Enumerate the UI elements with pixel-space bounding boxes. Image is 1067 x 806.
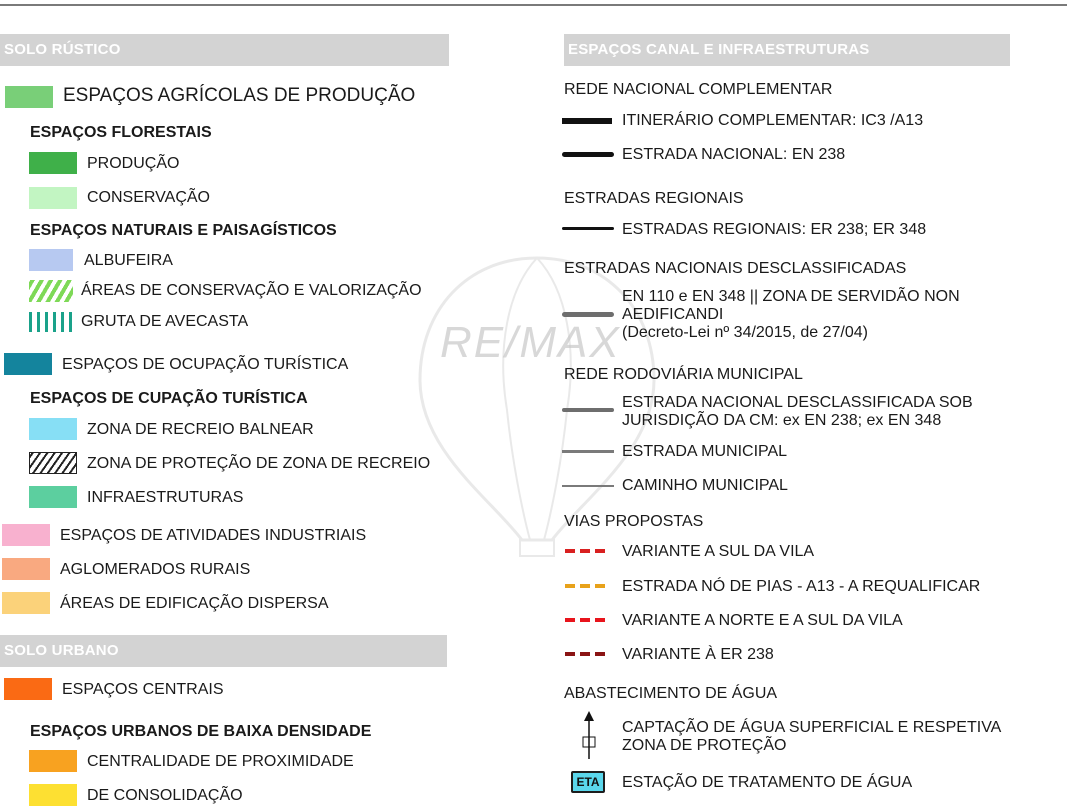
- legend-group-naturais: ESPAÇOS NATURAIS E PAISAGÍSTICOS: [30, 222, 337, 239]
- legend-label-ocupacao-turistica: ESPAÇOS DE OCUPAÇÃO TURÍSTICA: [62, 356, 349, 373]
- legend-label-variante-norte-sul: VARIANTE A NORTE E A SUL DA VILA: [622, 612, 903, 629]
- legend-label-agricolas: ESPAÇOS AGRÍCOLAS DE PRODUÇÃO: [63, 85, 416, 106]
- swatch-conservacao: [29, 187, 77, 209]
- legend-label-desc-sob-line1: ESTRADA NACIONAL DESCLASSIFICADA SOB: [622, 394, 973, 411]
- legend-label-en110-line2: AEDIFICANDI: [622, 306, 724, 323]
- legend-label-estradas-regionais: ESTRADAS REGIONAIS: ER 238; ER 348: [622, 221, 927, 238]
- legend-label-aglomerados: AGLOMERADOS RURAIS: [60, 561, 251, 578]
- legend-label-consolidacao: DE CONSOLIDAÇÃO: [87, 787, 243, 804]
- legend-label-en110-line3: (Decreto-Lei nº 34/2015, de 27/04): [622, 324, 868, 341]
- legend-group-abastecimento: ABASTECIMENTO DE ÁGUA: [564, 685, 778, 702]
- section-header-solo-urbano: SOLO URBANO: [0, 635, 447, 667]
- swatch-centralidade: [29, 750, 77, 772]
- legend-label-conservacao: CONSERVAÇÃO: [87, 189, 210, 206]
- line-symbol-estrada-nacional: [562, 152, 614, 157]
- dash-symbol-variante-norte-sul: [564, 616, 610, 624]
- legend-label-estrada-nacional: ESTRADA NACIONAL: EN 238: [622, 146, 846, 163]
- swatch-industriais: [2, 524, 50, 546]
- water-intake-arrow-icon: [578, 711, 600, 761]
- legend-label-areas-conservacao: ÁREAS DE CONSERVAÇÃO E VALORIZAÇÃO: [81, 282, 422, 299]
- legend-label-variante-er238: VARIANTE À ER 238: [622, 646, 774, 663]
- legend-label-zona-recreio: ZONA DE RECREIO BALNEAR: [87, 421, 314, 438]
- legend-group-estradas-regionais: ESTRADAS REGIONAIS: [564, 190, 744, 207]
- line-symbol-desclassificada-sob: [562, 408, 614, 412]
- eta-badge-icon: ETA: [571, 771, 605, 793]
- legend-group-florestais: ESPAÇOS FLORESTAIS: [30, 124, 212, 141]
- legend-group-vias-propostas: VIAS PROPOSTAS: [564, 513, 704, 530]
- dash-symbol-estrada-no: [564, 582, 610, 590]
- legend-label-itinerario: ITINERÁRIO COMPLEMENTAR: IC3 /A13: [622, 112, 924, 129]
- legend-label-variante-sul: VARIANTE A SUL DA VILA: [622, 543, 815, 560]
- legend-label-centralidade: CENTRALIDADE DE PROXIMIDADE: [87, 753, 354, 770]
- legend-label-albufeira: ALBUFEIRA: [84, 252, 173, 269]
- section-header-espacos-canal: ESPAÇOS CANAL E INFRAESTRUTURAS: [564, 34, 1010, 66]
- line-symbol-estrada-municipal: [562, 450, 614, 453]
- legend-label-estrada-municipal: ESTRADA MUNICIPAL: [622, 443, 788, 460]
- legend-label-en110-line1: EN 110 e EN 348 || ZONA DE SERVIDÃO NON: [622, 288, 960, 305]
- swatch-gruta: [29, 312, 73, 332]
- swatch-centrais: [4, 678, 52, 700]
- swatch-dispersa: [2, 592, 50, 614]
- line-symbol-itinerario: [562, 118, 612, 124]
- legend-group-baixa-densidade: ESPAÇOS URBANOS DE BAIXA DENSIDADE: [30, 723, 372, 740]
- legend-label-desc-sob-line2: JURISDIÇÃO DA CM: ex EN 238; ex EN 348: [622, 412, 942, 429]
- swatch-ocupacao-turistica: [4, 353, 52, 375]
- legend-label-estrada-no: ESTRADA NÓ DE PIAS - A13 - A REQUALIFICAR: [622, 578, 981, 595]
- line-symbol-en110: [562, 312, 614, 317]
- legend-label-infraestruturas: INFRAESTRUTURAS: [87, 489, 244, 506]
- legend-label-dispersa: ÁREAS DE EDIFICAÇÃO DISPERSA: [60, 595, 329, 612]
- section-header-solo-rustico: SOLO RÚSTICO: [0, 34, 449, 66]
- legend-label-gruta: GRUTA DE AVECASTA: [81, 313, 249, 330]
- dash-symbol-variante-er238: [564, 650, 610, 658]
- legend-label-industriais: ESPAÇOS DE ATIVIDADES INDUSTRIAIS: [60, 527, 367, 544]
- swatch-agricolas: [5, 86, 53, 108]
- swatch-producao: [29, 152, 77, 174]
- swatch-consolidacao: [29, 784, 77, 806]
- watermark-text: RE/MAX: [440, 318, 621, 367]
- swatch-areas-conservacao: [29, 280, 73, 302]
- dash-symbol-variante-sul: [564, 547, 610, 555]
- swatch-zona-protecao: [29, 452, 77, 474]
- legend-label-captacao-line2: ZONA DE PROTEÇÃO: [622, 737, 787, 754]
- line-symbol-caminho-municipal: [562, 485, 614, 487]
- legend-group-cupacao: ESPAÇOS DE CUPAÇÃO TURÍSTICA: [30, 390, 308, 407]
- swatch-aglomerados: [2, 558, 50, 580]
- swatch-albufeira: [29, 249, 73, 271]
- legend-label-caminho-municipal: CAMINHO MUNICIPAL: [622, 477, 788, 494]
- legend-label-zona-protecao: ZONA DE PROTEÇÃO DE ZONA DE RECREIO: [87, 455, 431, 472]
- legend-group-rede-complementar: REDE NACIONAL COMPLEMENTAR: [564, 81, 833, 98]
- legend-label-centrais: ESPAÇOS CENTRAIS: [62, 681, 224, 698]
- legend-group-desclassificadas: ESTRADAS NACIONAIS DESCLASSIFICADAS: [564, 260, 907, 277]
- swatch-zona-recreio: [29, 418, 77, 440]
- legend-label-producao: PRODUÇÃO: [87, 155, 180, 172]
- legend-label-estacao: ESTAÇÃO DE TRATAMENTO DE ÁGUA: [622, 774, 913, 791]
- legend-group-rodoviaria: REDE RODOVIÁRIA MUNICIPAL: [564, 366, 803, 383]
- line-symbol-estradas-regionais: [562, 227, 614, 230]
- legend-label-captacao-line1: CAPTAÇÃO DE ÁGUA SUPERFICIAL E RESPETIVA: [622, 719, 1002, 736]
- swatch-infraestruturas: [29, 486, 77, 508]
- top-border-line: [0, 4, 1067, 6]
